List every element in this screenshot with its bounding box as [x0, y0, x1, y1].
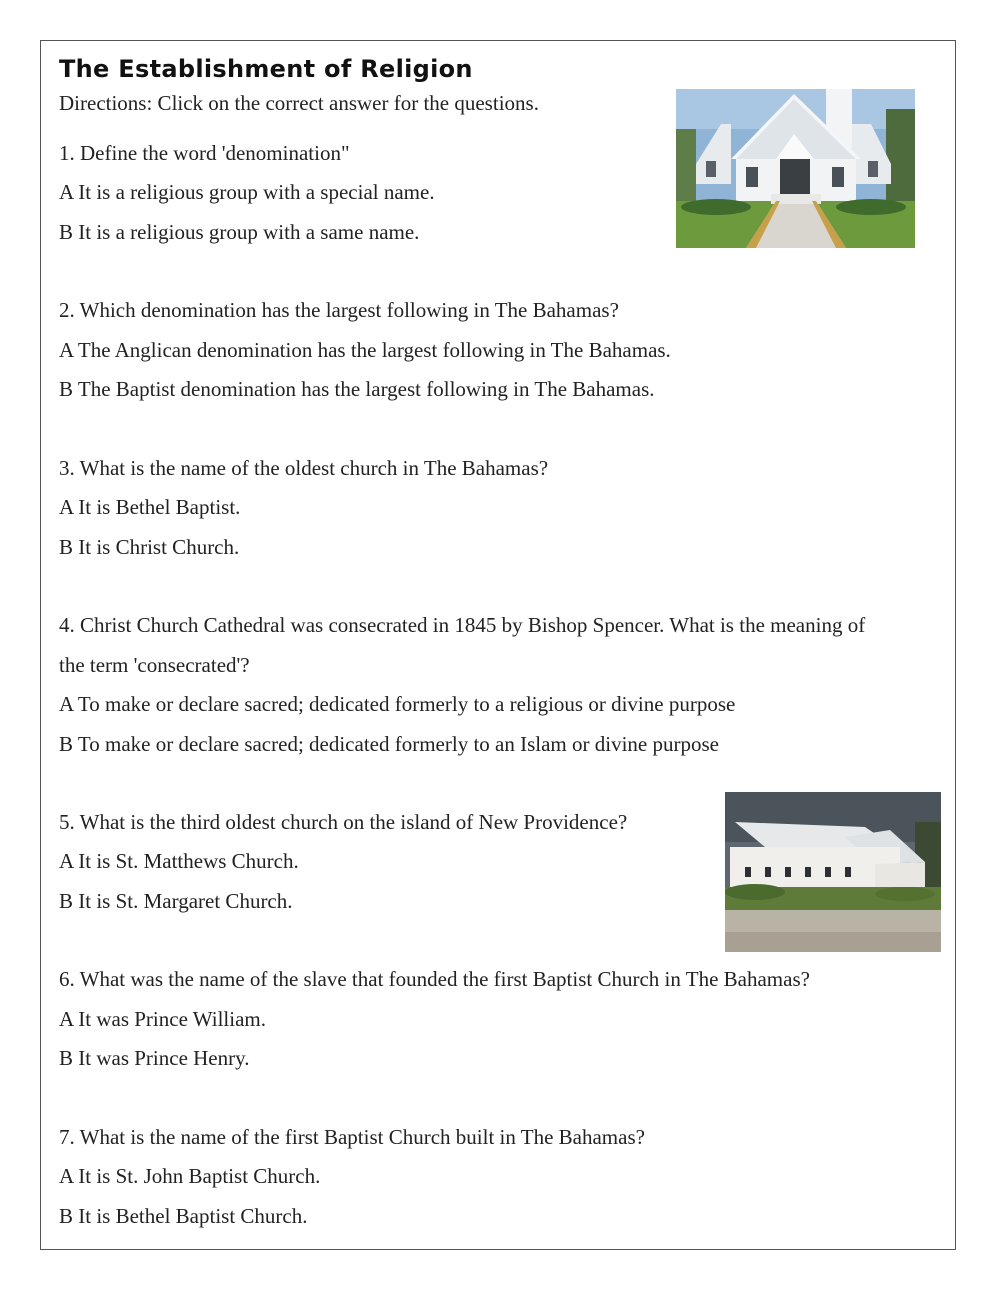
directions-text: Directions: Click on the correct answer for the questions. [59, 91, 539, 115]
worksheet-page [40, 40, 956, 1250]
question-1-prompt: 1. Define the word 'denomination" [59, 141, 350, 165]
question-3-prompt: 3. What is the name of the oldest church in The Bahamas? [59, 456, 549, 480]
question-1-option-b[interactable]: B It is a religious group with a same name. [59, 220, 420, 244]
question-4-prompt-line1: 4. Christ Church Cathedral was consecrated in 1845 by Bishop Spencer. What is the meaning of [59, 613, 866, 637]
question-4-option-a[interactable]: A To make or declare sacred; dedicated formerly to a religious or divine purpose [59, 692, 736, 716]
question-3-option-a[interactable]: A It is Bethel Baptist. [59, 495, 241, 519]
question-2-option-a[interactable]: A The Anglican denomination has the largest following in The Bahamas. [59, 338, 671, 362]
question-4-prompt-line2: the term 'consecrated'? [59, 653, 250, 677]
question-5-option-b[interactable]: B It is St. Margaret Church. [59, 889, 293, 913]
question-4-option-b[interactable]: B To make or declare sacred; dedicated formerly to an Islam or divine purpose [59, 732, 719, 756]
question-3-option-b[interactable]: B It is Christ Church. [59, 535, 240, 559]
question-7-option-b[interactable]: B It is Bethel Baptist Church. [59, 1204, 308, 1228]
question-2-option-b[interactable]: B The Baptist denomination has the largest following in The Bahamas. [59, 377, 655, 401]
worksheet-title: The Establishment of Religion [59, 55, 473, 83]
question-7-prompt: 7. What is the name of the first Baptist Church built in The Bahamas? [59, 1125, 645, 1149]
question-5-option-a[interactable]: A It is St. Matthews Church. [59, 849, 299, 873]
question-7-option-a[interactable]: A It is St. John Baptist Church. [59, 1164, 321, 1188]
question-6-prompt: 6. What was the name of the slave that founded the first Baptist Church in The Bahamas? [59, 967, 810, 991]
question-2-prompt: 2. Which denomination has the largest following in The Bahamas? [59, 298, 619, 322]
country-church-photo [725, 792, 941, 952]
question-6-option-b[interactable]: B It was Prince Henry. [59, 1046, 250, 1070]
question-1-option-a[interactable]: A It is a religious group with a special name. [59, 180, 435, 204]
question-5-prompt: 5. What is the third oldest church on the island of New Providence? [59, 810, 628, 834]
question-6-option-a[interactable]: A It was Prince William. [59, 1007, 266, 1031]
white-church-photo [676, 89, 915, 248]
